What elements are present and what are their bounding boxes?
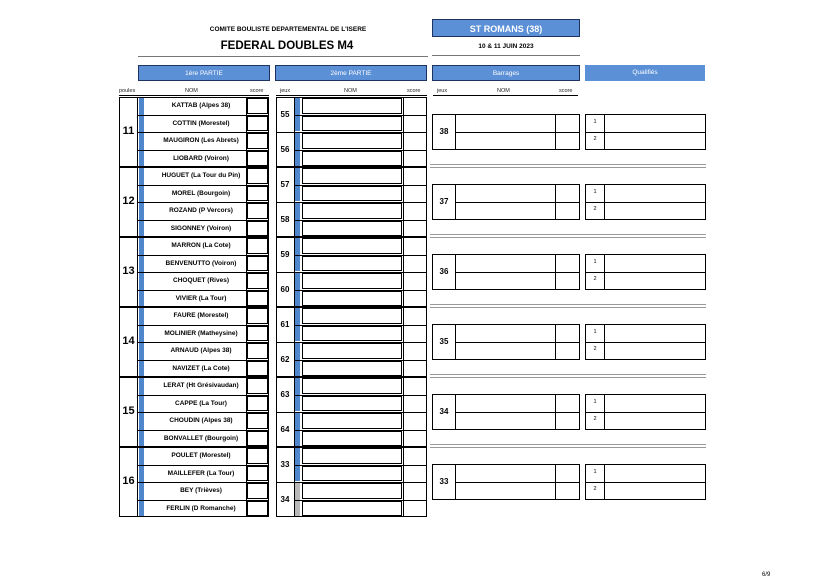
winner-name-cell[interactable] <box>302 221 402 237</box>
team-row-divider <box>137 202 269 203</box>
game-number: 60 <box>280 284 290 294</box>
score-1-cell[interactable] <box>247 186 268 202</box>
col-poules: poules <box>119 88 136 94</box>
score-1-cell[interactable] <box>247 431 268 447</box>
barrage-number: 35 <box>439 337 449 346</box>
winner-name-cell[interactable] <box>302 238 402 254</box>
team-name: CAPPE (La Tour) <box>175 399 227 407</box>
team-name: ROZAND (P Vercors) <box>169 207 233 214</box>
game-number: 58 <box>280 214 290 224</box>
team-name: COTTIN (Morestel) <box>172 119 230 127</box>
col-score-2: score <box>407 88 421 94</box>
qualified-slot-1: 1 <box>593 189 597 195</box>
game-number: 55 <box>280 109 290 119</box>
team-name: MAILLEFER (La Tour) <box>167 469 235 477</box>
poule-number: 13 <box>122 265 135 277</box>
col-nom-3: NOM <box>497 88 510 94</box>
winner-name-cell[interactable] <box>302 273 402 289</box>
score-1-cell[interactable] <box>247 116 268 132</box>
title-underline <box>138 56 428 57</box>
game-number: 64 <box>280 424 290 434</box>
team-name: ARNAUD (Alpes 38) <box>170 347 232 354</box>
team-name: MOREL (Bourgoin) <box>171 189 231 197</box>
winner-name-cell[interactable] <box>302 361 402 377</box>
barrage-number: 38 <box>439 127 449 136</box>
team-name: LIOBARD (Voiron) <box>173 154 229 162</box>
barrage-number: 34 <box>439 407 449 416</box>
score-1-cell[interactable] <box>247 256 268 272</box>
barrage-row-divider <box>455 132 580 133</box>
game-number: 56 <box>280 144 290 154</box>
qualified-row-divider <box>585 412 706 413</box>
header-rule-1 <box>119 95 269 96</box>
col-jeux-3: jeux <box>437 88 448 94</box>
col-jeux-1: jeux <box>280 88 291 94</box>
qualified-slot-1: 1 <box>593 329 597 335</box>
header-barrages: Barrages <box>432 65 580 81</box>
qualified-row-divider <box>585 132 706 133</box>
poule-number: 11 <box>122 125 135 137</box>
winner-name-cell[interactable] <box>302 431 402 447</box>
poule-number: 12 <box>122 195 135 207</box>
winner-name-cell[interactable] <box>302 151 402 167</box>
dates-underline <box>432 55 580 56</box>
score-1-cell[interactable] <box>247 326 268 342</box>
score-1-cell[interactable] <box>247 308 268 324</box>
winner-name-cell[interactable] <box>302 396 402 412</box>
qualified-slot-1: 1 <box>593 399 597 405</box>
team-row-divider <box>137 325 269 326</box>
team-name: HUGUET (La Tour du Pin) <box>161 172 241 179</box>
winner-name-cell[interactable] <box>302 133 402 149</box>
barrage-number: 37 <box>439 197 449 206</box>
team-row-divider <box>137 115 269 116</box>
team-row-divider <box>137 132 269 133</box>
team-name: BENVENUTTO (Voiron) <box>165 259 237 267</box>
team-name: MAUGIRON (Les Abrets) <box>163 137 239 144</box>
team-name: BONVALLET (Bourgoin) <box>163 434 239 442</box>
team-row-divider <box>137 150 269 151</box>
qualified-slot-2: 2 <box>593 276 597 282</box>
score-1-cell[interactable] <box>247 273 268 289</box>
winner-name-cell[interactable] <box>302 256 402 272</box>
poule-number: 15 <box>122 405 135 417</box>
winner-name-cell[interactable] <box>302 168 402 184</box>
score-1-cell[interactable] <box>247 466 268 482</box>
score-1-cell[interactable] <box>247 483 268 499</box>
winner-name-cell[interactable] <box>302 291 402 307</box>
poule-number: 14 <box>122 335 135 347</box>
score-1-cell[interactable] <box>247 221 268 237</box>
header-second-round: 2ème PARTIE <box>275 65 427 81</box>
score-1-cell[interactable] <box>247 291 268 307</box>
winner-name-cell[interactable] <box>302 203 402 219</box>
team-name: VIVIER (La Tour) <box>175 294 227 302</box>
game-number: 34 <box>280 494 290 504</box>
team-name: POULET (Morestel) <box>171 452 231 459</box>
team-row-divider <box>137 185 269 186</box>
col-score-1: score <box>250 88 264 94</box>
winner-name-cell[interactable] <box>302 501 402 517</box>
team-row-divider <box>137 360 269 361</box>
game-number: 57 <box>280 179 290 189</box>
poule-separator <box>430 164 706 168</box>
team-name: CHOUDIN (Alpes 38) <box>169 417 233 424</box>
barrage-row-divider <box>455 272 580 273</box>
col-nom-1: NOM <box>185 88 198 94</box>
qualified-row-divider <box>585 342 706 343</box>
header-qualified: Qualifiés <box>585 65 705 81</box>
game-number: 62 <box>280 354 290 364</box>
team-name: CHOQUET (Rives) <box>173 277 229 284</box>
header-first-round: 1ère PARTIE <box>138 65 270 81</box>
col-score-3: score <box>559 88 573 94</box>
winner-name-cell[interactable] <box>302 116 402 132</box>
qualified-slot-2: 2 <box>593 346 597 352</box>
team-name: FAURE (Morestel) <box>173 312 229 319</box>
event-dates: 10 & 11 JUIN 2023 <box>478 43 534 50</box>
winner-name-cell[interactable] <box>302 483 402 499</box>
poule-separator <box>430 304 706 308</box>
poule-separator <box>430 234 706 238</box>
poule-separator <box>430 444 706 448</box>
team-name: NAVIZET (La Cote) <box>172 364 230 372</box>
score-1-cell[interactable] <box>247 448 268 464</box>
winner-name-cell[interactable] <box>302 308 402 324</box>
winner-name-cell[interactable] <box>302 378 402 394</box>
qualified-row-divider <box>585 202 706 203</box>
qualified-slot-2: 2 <box>593 486 597 492</box>
barrage-row-divider <box>455 202 580 203</box>
qualified-slot-1: 1 <box>593 259 597 265</box>
qualified-row-divider <box>585 272 706 273</box>
poule-separator <box>430 374 706 378</box>
score-1-cell[interactable] <box>247 378 268 394</box>
barrage-row-divider <box>455 342 580 343</box>
team-name: SIGONNEY (Voiron) <box>170 224 232 232</box>
team-name: MARRON (La Cote) <box>171 242 231 249</box>
poule-number: 16 <box>122 475 135 487</box>
col-nom-2: NOM <box>344 88 357 94</box>
score-1-cell[interactable] <box>247 133 268 149</box>
winner-name-cell[interactable] <box>302 413 402 429</box>
barrage-number: 33 <box>439 477 449 486</box>
score-1-cell[interactable] <box>247 168 268 184</box>
score-1-cell[interactable] <box>247 501 268 517</box>
competition-title: FEDERAL DOUBLES M4 <box>220 40 354 52</box>
team-row-divider <box>137 465 269 466</box>
team-row-divider <box>137 255 269 256</box>
score-1-cell[interactable] <box>247 98 268 114</box>
header-rule-3 <box>433 95 578 96</box>
organization-title: COMITE BOULISTE DEPARTEMENTAL DE L'ISERE <box>209 26 367 33</box>
qualified-row-divider <box>585 482 706 483</box>
game-number: 63 <box>280 389 290 399</box>
game-number: 33 <box>280 459 290 469</box>
winner-name-cell[interactable] <box>302 343 402 359</box>
barrage-row-divider <box>455 412 580 413</box>
team-row-divider <box>137 342 269 343</box>
team-name: LERAT (Ht Grésivaudan) <box>163 382 239 389</box>
team-row-divider <box>137 220 269 221</box>
winner-name-cell[interactable] <box>302 98 402 114</box>
winner-name-cell[interactable] <box>302 466 402 482</box>
score-1-cell[interactable] <box>247 203 268 219</box>
team-row-divider <box>137 482 269 483</box>
score-1-cell[interactable] <box>247 151 268 167</box>
header-rule-2 <box>276 95 427 96</box>
score-1-cell[interactable] <box>247 238 268 254</box>
score-1-cell[interactable] <box>247 343 268 359</box>
venue-box: ST ROMANS (38) <box>432 19 580 37</box>
winner-name-cell[interactable] <box>302 448 402 464</box>
team-name: KATTAB (Alpes 38) <box>171 102 231 109</box>
team-name: BEY (Trièves) <box>180 487 222 494</box>
winner-name-cell[interactable] <box>302 326 402 342</box>
qualified-slot-1: 1 <box>593 119 597 125</box>
team-row-divider <box>137 430 269 431</box>
team-name: MOLINIER (Matheysine) <box>164 329 238 337</box>
team-row-divider <box>137 272 269 273</box>
score-1-cell[interactable] <box>247 396 268 412</box>
qualified-slot-2: 2 <box>593 136 597 142</box>
team-name: FERLIN (D Romanche) <box>166 504 236 512</box>
game-number: 61 <box>280 319 290 329</box>
team-row-divider <box>137 395 269 396</box>
game-number: 59 <box>280 249 290 259</box>
team-row-divider <box>137 412 269 413</box>
qualified-slot-1: 1 <box>593 469 597 475</box>
page-number: 6/9 <box>762 572 771 578</box>
winner-name-cell[interactable] <box>302 186 402 202</box>
team-row-divider <box>137 290 269 291</box>
barrage-number: 36 <box>439 267 449 276</box>
score-1-cell[interactable] <box>247 361 268 377</box>
qualified-slot-2: 2 <box>593 206 597 212</box>
barrage-row-divider <box>455 482 580 483</box>
qualified-slot-2: 2 <box>593 416 597 422</box>
team-row-divider <box>137 500 269 501</box>
score-1-cell[interactable] <box>247 413 268 429</box>
